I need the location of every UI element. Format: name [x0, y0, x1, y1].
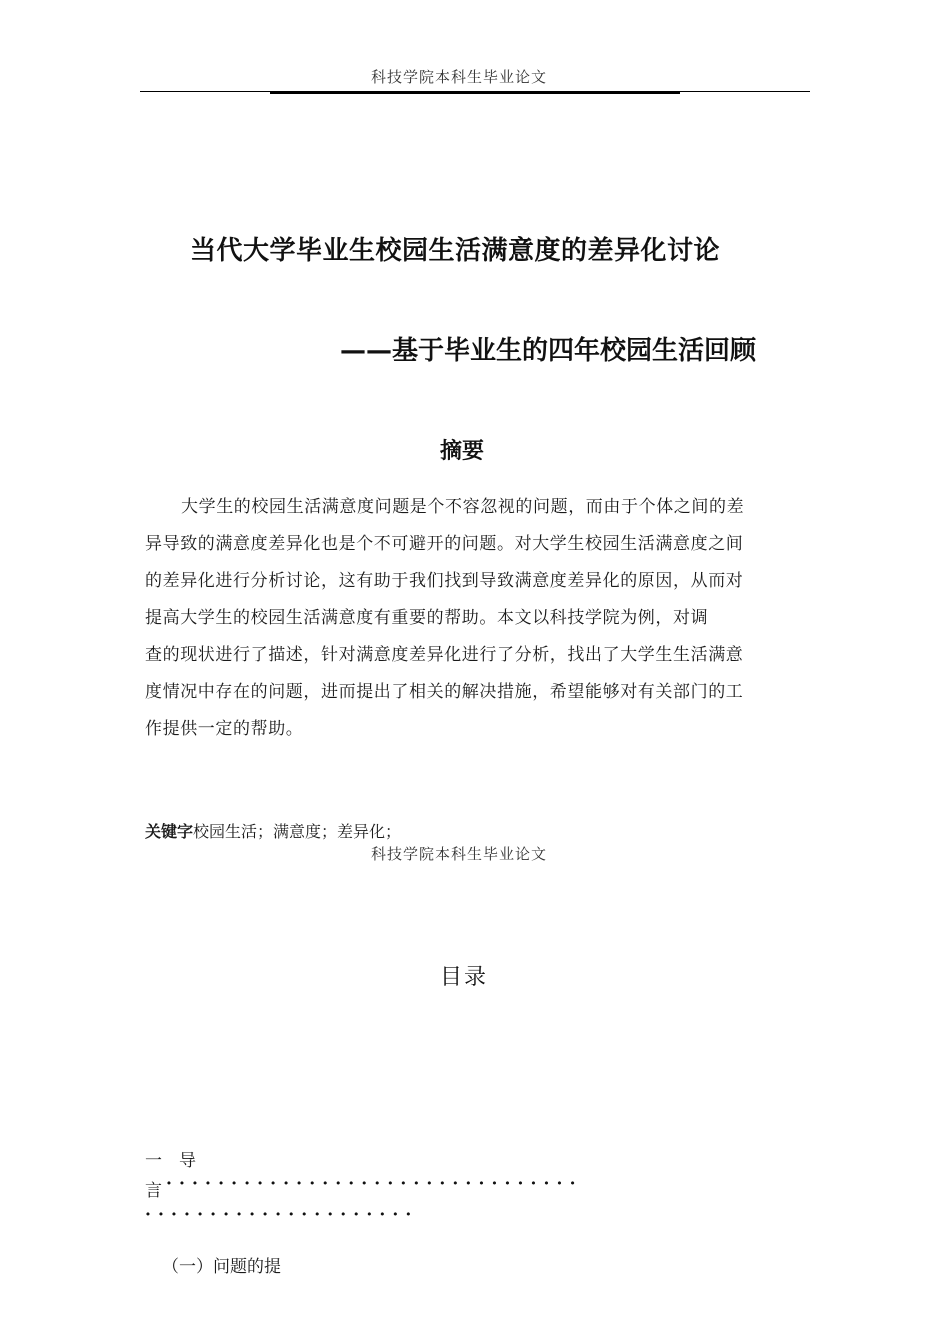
thesis-subtitle: ——基于毕业生的四年校园生活回顾	[340, 336, 757, 366]
keywords	[145, 819, 401, 842]
toc-entry-introduction-label-cont[interactable]: 言	[145, 1181, 162, 1201]
abstract-line: 的差异化进行分析讨论，这有助于我们找到导致满意度差异化的原因，从而对	[145, 571, 744, 591]
keywords-label: 关键字	[145, 822, 194, 841]
toc-heading: 目录	[439, 965, 488, 990]
header-rule-bold	[270, 91, 680, 94]
running-header: 科技学院本科生毕业论文	[370, 68, 547, 86]
running-header-next-page: 科技学院本科生毕业论文	[370, 845, 547, 863]
abstract-line: 作提供一定的帮助。	[145, 719, 304, 739]
abstract-line: 提高大学生的校园生活满意度有重要的帮助。本文以科技学院为例，对调	[145, 608, 709, 628]
toc-entry-introduction-label[interactable]: 一 导	[145, 1151, 196, 1171]
thesis-title: 当代大学毕业生校园生活满意度的差异化讨论	[190, 236, 721, 266]
abstract-heading: 摘要	[439, 439, 484, 464]
keywords-value: 校园生活；满意度；差异化；	[193, 822, 402, 841]
abstract-line: 异导致的满意度差异化也是个不可避开的问题。对大学生校园生活满意度之间	[145, 534, 744, 554]
toc-leader-dots: ································	[166, 1174, 583, 1194]
toc-leader-dots: ·····················	[145, 1205, 419, 1225]
abstract-line: 度情况中存在的问题，进而提出了相关的解决措施，希望能够对有关部门的工	[145, 682, 744, 702]
abstract-line: 查的现状进行了描述，针对满意度差异化进行了分析，找出了大学生生活满意	[145, 645, 744, 665]
abstract-line: 大学生的校园生活满意度问题是个不容忽视的问题，而由于个体之间的差	[181, 497, 745, 517]
toc-entry-problem[interactable]: （一）问题的提	[162, 1257, 281, 1277]
